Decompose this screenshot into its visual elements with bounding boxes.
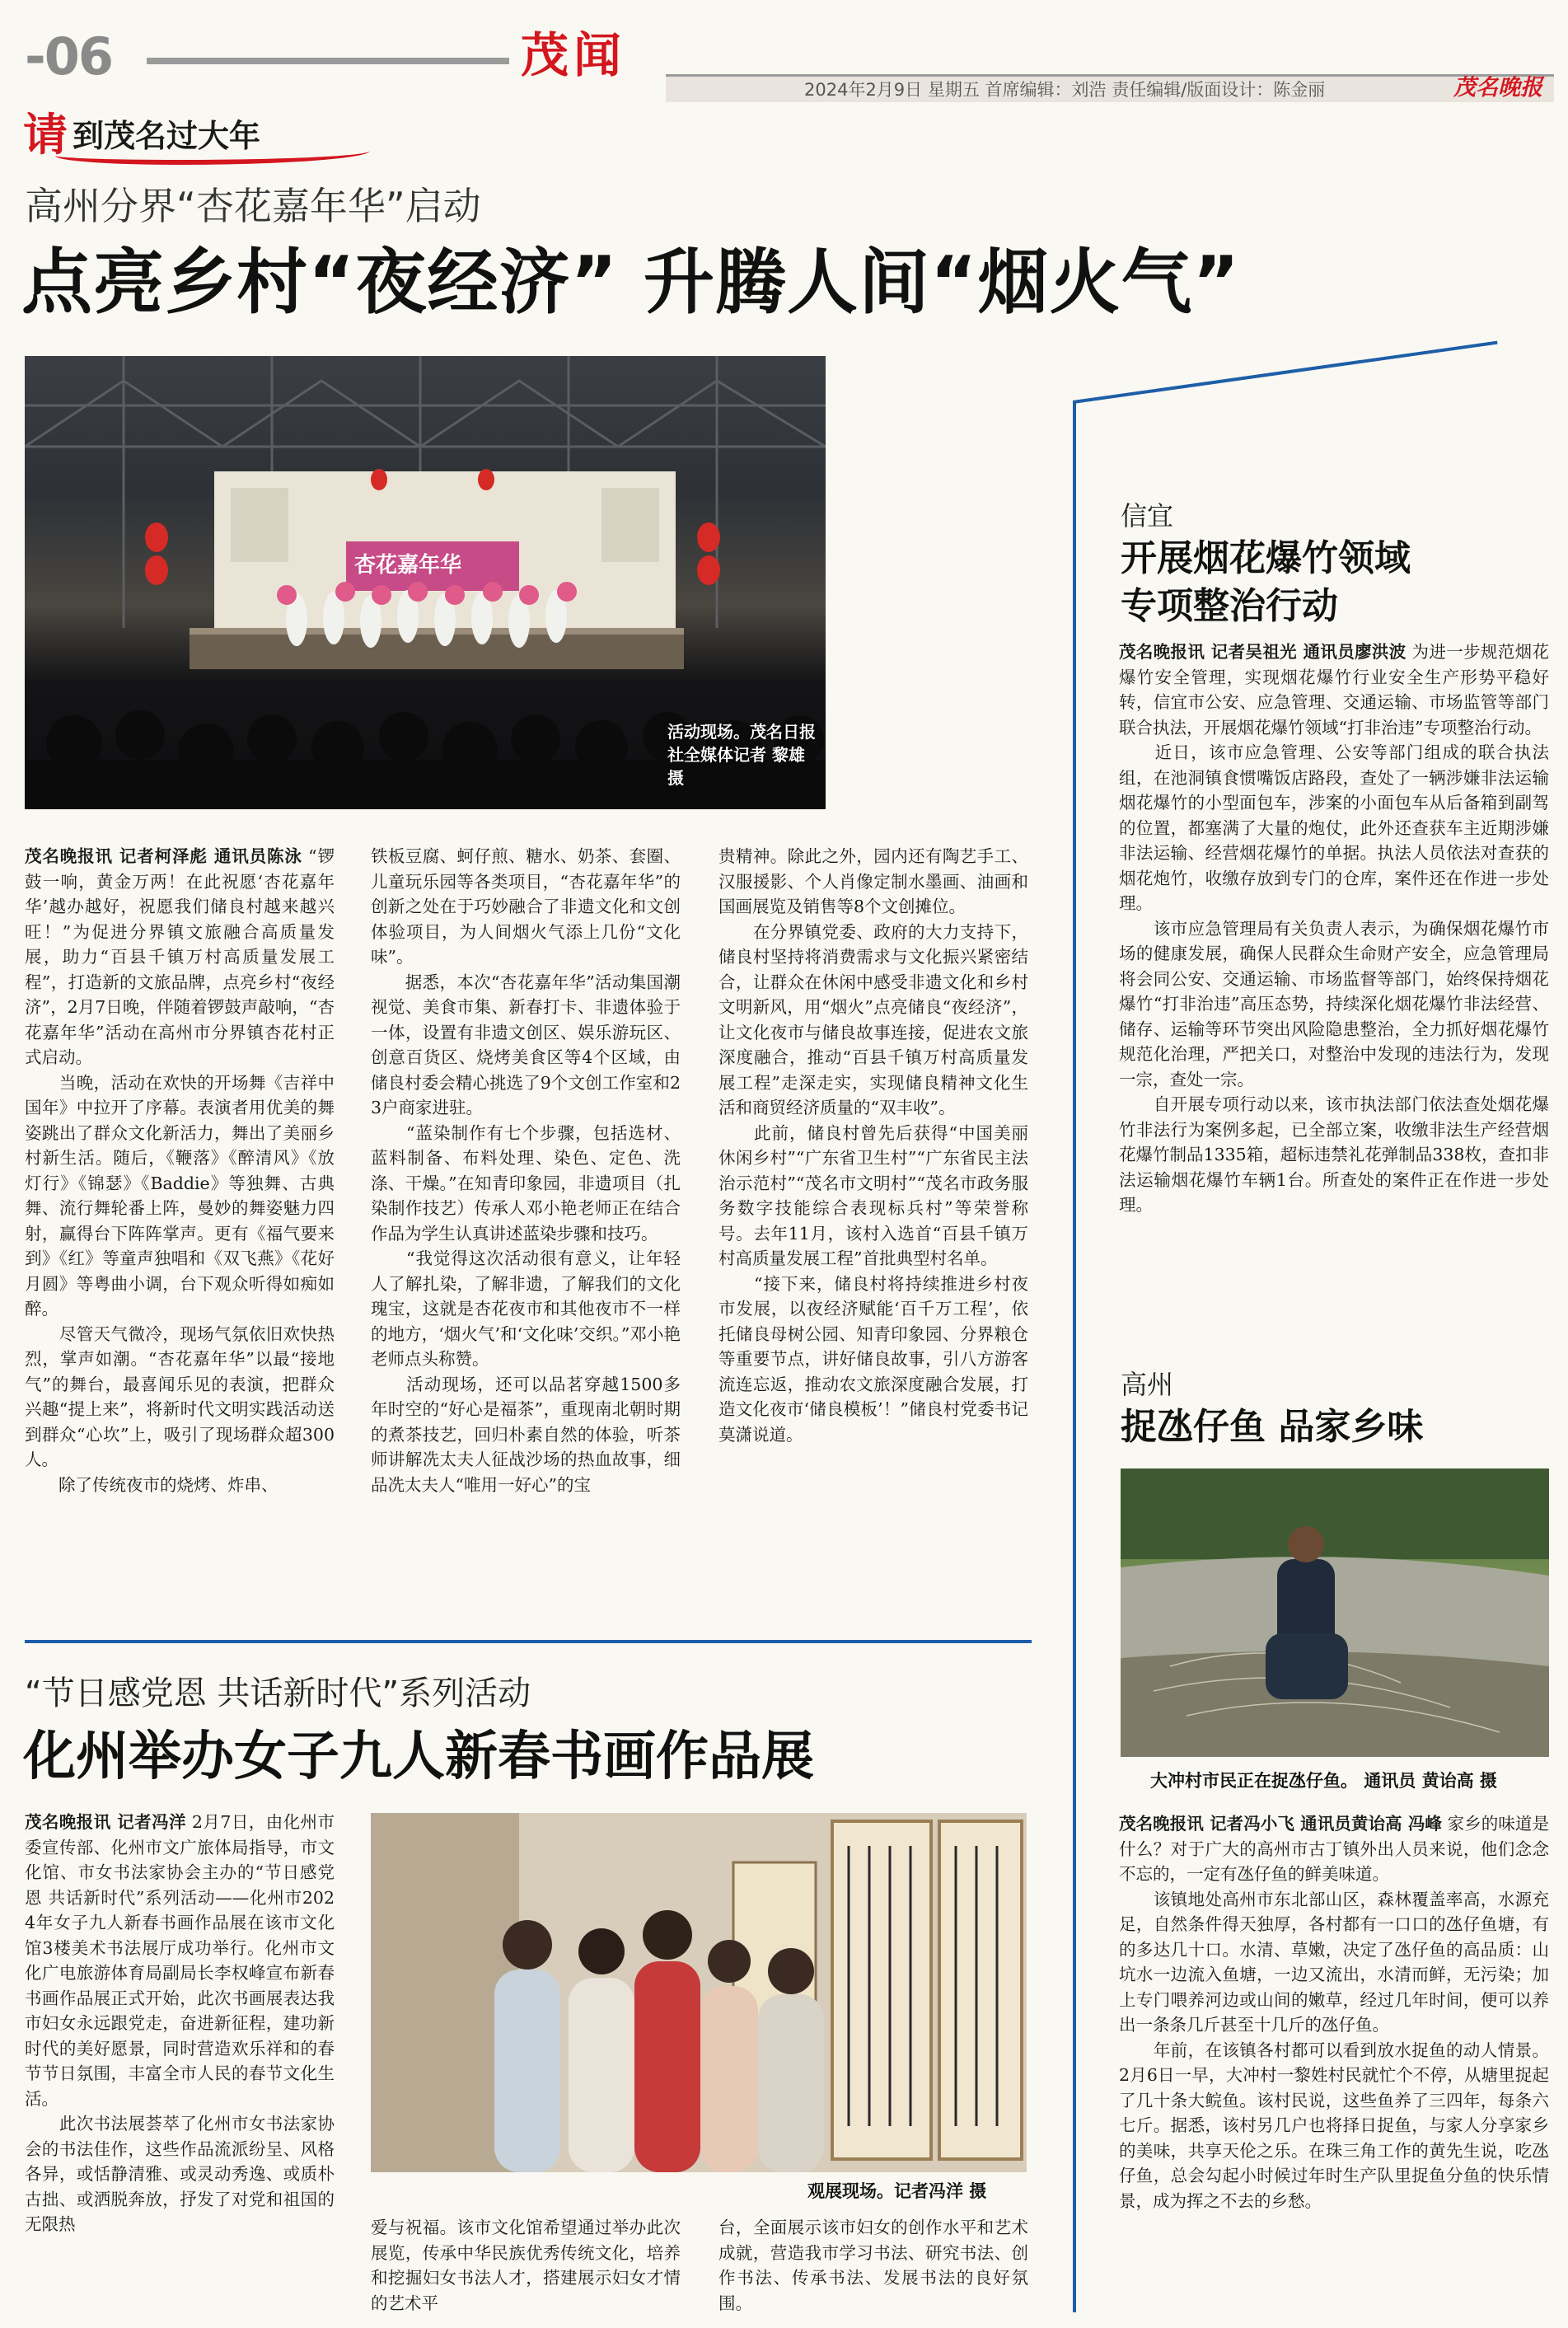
huazhou-photo-caption: 观展现场。记者冯洋 摄 — [807, 2181, 987, 2201]
main-kicker: 高州分界“杏花嘉年华”启动 — [25, 184, 481, 228]
stage-sign: 杏花嘉年华 — [354, 553, 462, 578]
xinyi-headline-1: 开展烟花爆竹领域 — [1121, 537, 1411, 579]
main-photo — [25, 356, 826, 809]
exhibition-illustration — [371, 1813, 1027, 2172]
main-photo-caption: 活动现场。茂名日报社全媒体记者 黎雄 摄 — [667, 722, 816, 788]
huazhou-photo — [371, 1813, 1027, 2172]
huazhou-col-3: 台，全面展示该市妇女的创作水平和艺术成就，营造我市学习书法、研究书法、创作书法、传承书法、发展书法的良好氛围。 — [718, 2218, 1028, 2313]
page-number: -06 — [25, 26, 113, 87]
main-col-1-text: “锣鼓一响，黄金万两！在此祝愿‘杏花嘉年华’越办越好，祝愿我们储良村越来越兴旺！”为促进分界镇文旅融合高质量发展，助力“百县千镇万村高质量发展工程”，打造新的文旅品牌，点亮乡村“夜经济”，2月7日晚，伴随着锣鼓声敲响，“杏花嘉年华”活动在高州市分界镇杏花村正式启动。 当晚，活动在欢快的开场舞《吉祥中国年》中拉开了序幕。表演者用优美的舞姿跳出了群众文化新活力，舞出了美丽乡村新生活。随后，《鞭落》《醉清风》《放灯行》《锦瑟》《Baddie》等独舞、古典舞、流行舞轮番上阵，曼妙的舞姿魅力四射，赢得台下阵阵掌声。更有《福气要来到》《红》等童声独唱和《双飞燕》《花好月圆》等粤曲小调，台下观众听得如痴如醉。 尽管天气微冷，现场气氛依旧欢快热烈，掌声如潮。“杏花嘉年华”以最“接地气”的舞台，最喜闻乐见的表演，把群众兴趣“提上来”，将新时代文明实践活动送到群众“心坎”上，吸引了现场群众超300人。 除了传统夜市的烧烤、炸串、 — [25, 846, 335, 1495]
xinyi-place: 信宜 — [1121, 500, 1174, 532]
main-byline: 茂名晚报讯 记者柯泽彪 通讯员陈泳 — [25, 846, 302, 866]
xinyi-frame-rule — [1073, 400, 1076, 2312]
huazhou-byline: 茂名晚报讯 记者冯洋 — [25, 1812, 186, 1832]
gaozhou-headline: 捉氹仔鱼 品家乡味 — [1121, 1406, 1424, 1448]
section-name: 茂闻 — [521, 27, 627, 83]
masthead-logo: 茂名晚报 — [1453, 75, 1542, 101]
huazhou-col-1-text: 2月7日，由化州市委宣传部、化州市文广旅体局指导，市文化馆、市女书法家协会主办的“节日感党恩 共话新时代”系列活动——化州市2024年女子九人新春书画作品展在该市文化馆3楼美术书法展厅成功举行。化州市文化广电旅游体育局副局长李权峰宣布新春书画作品展正式开始，此次书画展表达我市妇女永远跟党走，奋进新征程，建功新时代的美好愿景，同时营造欢乐祥和的春节节日氛围，丰富全市人民的春节文化生活。 此次书法展荟萃了化州市女书法家协会的书法佳作，这些作品流派纷呈、风格各异，或恬静清雅、或灵动秀逸、或质朴古拙、或洒脱奔放，抒发了对党和祖国的无限热 — [25, 1812, 335, 2234]
main-col-2: 铁板豆腐、蚵仔煎、糖水、奶茶、套圈、儿童玩乐园等各类项目，“杏花嘉年华”的创新之处在于巧妙融合了非遗文化和文创体验项目，为人间烟火气添上几份“文化味”。 据悉，本次“杏花嘉年华”活动集国潮视觉、美食市集、新春打卡、非遗体验于一体，设置有非遗文创区、娱乐游玩区、创意百货区、烧烤美食区等4个区域，由储良村委会精心挑选了9个文创工作室和23户商家进驻。 “蓝染制作有七个步骤，包括选材、蓝料制备、布料处理、染色、定色、洗涤、干燥。”在知青印象园，非遗项目（扎染制作技艺）传承人邓小艳老师正在结合作品为学生认真讲述蓝染步骤和技巧。 “我觉得这次活动很有意义，让年轻人了解扎染，了解非遗，了解我们的文化瑰宝，这就是杏花夜市和其他夜市不一样的地方，‘烟火气’和‘文化味’交织。”邓小艳老师点头称赞。 活动现场，还可以品茗穿越1500多年时空的“好心是福茶”，重现南北朝时期的煮茶技艺，回归朴素自然的体验，听茶师讲解冼太夫人征战沙场的热血故事，细品冼太夫人“唯用一好心”的宝 — [371, 846, 681, 1495]
gaozhou-text: 家乡的味道是什么？对于广大的高州市古丁镇外出人员来说，他们念念不忘的，一定有氹仔鱼的鲜美味道。 该镇地处高州市东北部山区，森林覆盖率高，水源充足，自然条件得天独厚，各村都有一口口的氹仔鱼塘，有的多达几十口。水清、草嫩，决定了氹仔鱼的高品质：山坑水一边流入鱼塘，一边又流出，水清而鲜，无污染；加上专门喂养河边或山间的嫩草，经过几年时间，便可以养出一条条几斤甚至十几斤的氹仔鱼。 年前，在该镇各村都可以看到放水捉鱼的动人情景。2月6日一早，大冲村一黎姓村民就忙个不停，从塘里捉起了几十条大鲩鱼。该村民说，这些鱼养了三四年，每条六七斤。据悉，该村另几户也将择日捉鱼，与家人分享家乡的美味，共享天伦之乐。在珠三角工作的黄先生说，吃氹仔鱼，总会勾起小时候过年时生产队里捉鱼分鱼的快乐情景，成为挥之不去的乡愁。 — [1119, 1814, 1549, 2211]
main-headline: 点亮乡村“夜经济” 升腾人间“烟火气” — [21, 241, 1241, 324]
gaozhou-body — [1119, 1811, 1549, 2314]
header-info-bar — [666, 74, 1554, 102]
main-col-3: 贵精神。除此之外，园内还有陶艺手工、汉服援影、个人肖像定制水墨画、油画和国画展览及销售等8个文创摊位。 在分界镇党委、政府的大力支持下，储良村坚持将消费需求与文化振兴紧密结合，让群众在休闲中感受非遗文化和乡村文明新风，用“烟火”点亮储良“夜经济”，让文化夜市与储良故事连接，促进农文旅深度融合，推动“百县千镇万村高质量发展工程”走深走实，实现储良精神文化生活和商贸经济质量的“双丰收”。 此前，储良村曾先后获得“中国美丽休闲乡村”“广东省卫生村”“广东省民主法治示范村”“茂名市文明村”“茂名市政务服务数字技能综合表现标兵村”等荣誉称号。去年11月，该村入选首“百县千镇万村高质量发展工程”首批典型村名单。 “接下来，储良村将持续推进乡村夜市发展，以夜经济赋能‘百千万工程’，依托储良母树公园、知青印象园、分界粮仓等重要节点，讲好储良故事，引八方游客流连忘返，推动农文旅深度融合发展，打造文化夜市‘储良模板’！”储良村党委书记莫潇说道。 — [718, 846, 1028, 1445]
huazhou-col-2: 爱与祝福。该市文化馆希望通过举办此次展览，传承中华民族优秀传统文化，培养和挖掘妇女书法人才，搭建展示妇女才情的艺术平 — [371, 2218, 681, 2313]
fishing-illustration — [1121, 1468, 1549, 1757]
xinyi-headline-2: 专项整治行动 — [1121, 585, 1338, 627]
header-rule-left — [147, 58, 509, 64]
issue-info: 2024年2月9日 星期五 首席编辑：刘浩 责任编辑/版面设计：陈金丽 — [804, 80, 1326, 100]
column-banner — [23, 107, 369, 171]
banner-prefix: 请 — [23, 108, 68, 161]
main-col-1 — [25, 844, 335, 1618]
huazhou-kicker: “节日感党恩 共话新时代”系列活动 — [25, 1675, 531, 1712]
huazhou-headline: 化州举办女子九人新春书画作品展 — [23, 1726, 814, 1787]
banner-text: 到茂名过大年 — [73, 118, 261, 154]
huazhou-top-rule — [25, 1640, 1032, 1643]
xinyi-frame-top — [1073, 341, 1497, 404]
gaozhou-photo — [1121, 1468, 1549, 1757]
gaozhou-place: 高州 — [1121, 1369, 1174, 1400]
huazhou-col-1 — [25, 1810, 335, 2321]
gaozhou-photo-caption: 大冲村市民正在捉氹仔鱼。 通讯员 黄诒高 摄 — [1150, 1771, 1497, 1791]
xinyi-text: 为进一步规范烟花爆竹安全管理，实现烟花爆竹行业安全生产形势平稳好转，信宜市公安、应急管理、交通运输、市场监管等部门联合执法，开展烟花爆竹领域“打非治违”专项整治行动。 近日，该市应急管理、公安等部门组成的联合执法组，在池洞镇食惯嘴饭店路段，查处了一辆涉嫌非法运输烟花爆竹的小型面包车，涉案的小面包车从后备箱到副驾的位置，都塞满了大量的炮仗，此外还查获车主近期涉嫌非法运输、经营烟花爆竹的单据。执法人员依法对查获的烟花炮竹，收缴存放到专门的仓库，案件还在作进一步处理。 该市应急管理局有关负责人表示，为确保烟花爆竹市场的健康发展，确保人民群众生命财产安全，应急管理局将会同公安、交通运输、市场监督等部门，始终保持烟花爆竹“打非治违”高压态势，持续深化烟花爆竹非法经营、储存、运输等环节突出风险隐患整治，全力抓好烟花爆竹规范化治理，严把关口，对整治中发现的违法行为，发现一宗，查处一宗。 自开展专项行动以来，该市执法部门依法查处烟花爆竹非法行为案例多起，已全部立案，收缴非法生产经营烟花爆竹制品1335箱，超标违禁礼花弹制品338枚，查扣非法运输烟花爆竹车辆1台。所查处的案件正在作进一步处理。 — [1119, 642, 1549, 1215]
gaozhou-byline: 茂名晚报讯 记者冯小飞 通讯员黄诒高 冯峰 — [1119, 1814, 1443, 1834]
xinyi-body — [1119, 639, 1549, 1320]
xinyi-byline: 茂名晚报讯 记者吴祖光 通讯员廖洪波 — [1119, 642, 1407, 662]
